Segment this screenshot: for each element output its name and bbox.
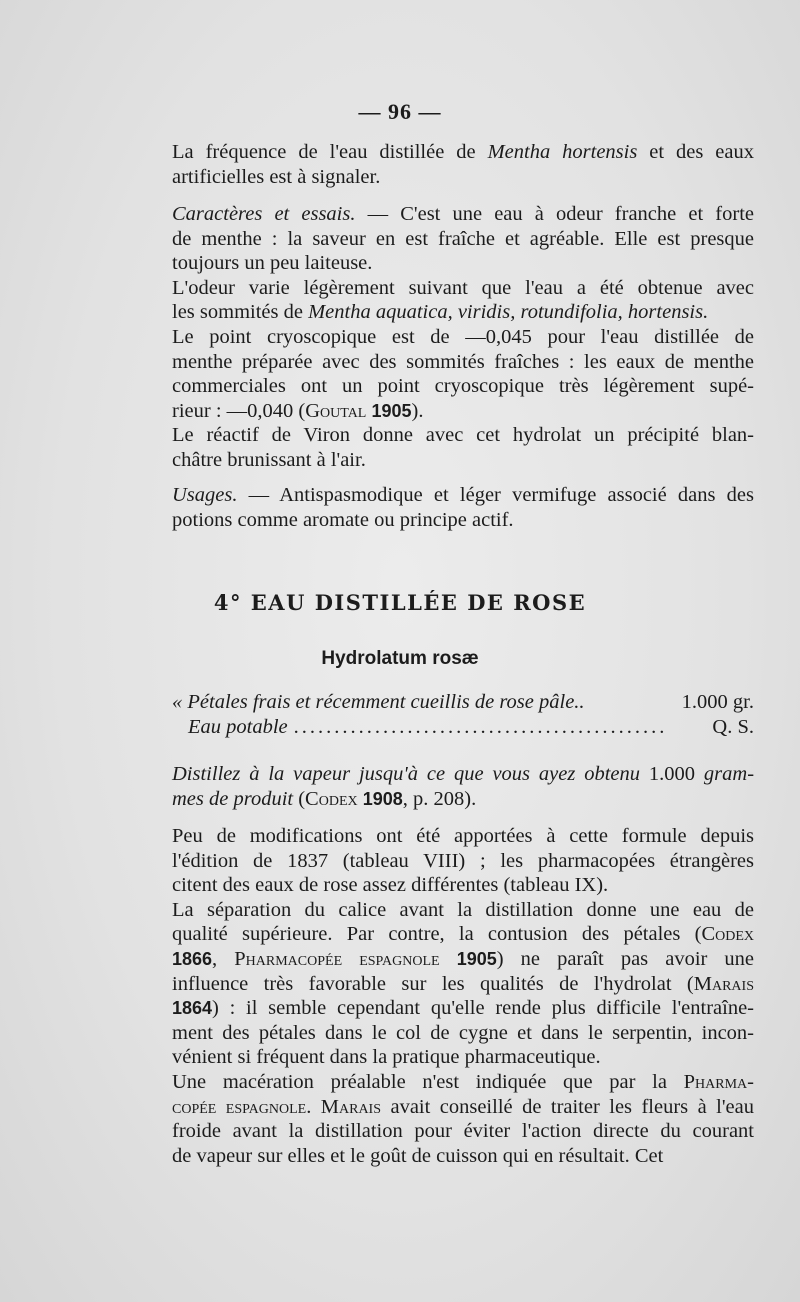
text-line: La fréquence de l'eau distillée de Mentha hortensis et des eaux (172, 141, 755, 163)
text-line: vénient si fréquent dans la pratique pharmaceutique. (172, 1046, 601, 1069)
text-line: Le réactif de Viron donne avec cet hydrolat un précipité blan- (172, 424, 754, 447)
text-line: L'odeur varie légèrement suivant que l'eau a été obtenue avec (172, 276, 754, 299)
text-line: copée espagnole. Marais avait conseillé de traiter les fleurs à l'eau (172, 1095, 754, 1118)
page-number: — 96 — (358, 99, 442, 124)
text-column (150, 483, 754, 532)
usages-paragraph (150, 483, 754, 532)
text-line: commerciales ont un point cryoscopique très légèrement supé- (172, 375, 754, 398)
text-line: 1864) : il semble cependant qu'elle rende plus difficile l'entraîne- (172, 997, 754, 1020)
subsection-title: Hydrolatum rosæ (321, 648, 479, 669)
text-line: qualité supérieure. Par contre, la contusion des pétales (Codex (172, 923, 754, 946)
text-line: mes de produit (Codex 1908, p. 208). (172, 787, 477, 810)
text-line: Usages. — Antispasmodique et léger vermifuge associé dans des (172, 484, 754, 506)
text-line: artificielles est à signaler. (172, 165, 381, 188)
reactif-paragraph (150, 423, 754, 472)
text-line: Une macération préalable n'est indiquée que par la Pharma- (172, 1070, 754, 1093)
text-line: ment des pétales dans le col de cygne et dans le serpentin, incon- (172, 1021, 754, 1044)
text-line: l'édition de 1837 (tableau VIII) ; les pharmacopées étrangères (172, 849, 754, 872)
text-line: menthe préparée avec des sommités fraîches : les eaux de menthe (172, 350, 754, 373)
formula-row (150, 690, 754, 715)
formula-block (150, 690, 754, 740)
text-column (150, 140, 754, 189)
text-line: les sommités de Mentha aquatica, viridis, rotundifolia, hortensis. (172, 301, 709, 324)
text-column (150, 202, 754, 473)
leader-dots (294, 715, 668, 740)
cryoscopie-paragraph (150, 325, 754, 423)
section-title: 4° EAU DISTILLÉE DE ROSE (213, 590, 587, 615)
text-line: Distillez à la vapeur jusqu'à ce que vous ayez obtenu 1.000 gram- (172, 763, 755, 785)
text-line: 1866, Pharmacopée espagnole 1905) ne paraît pas avoir une (172, 947, 755, 970)
text-line: Peu de modifications ont été apportées à cette formule depuis (172, 825, 754, 847)
text-line: Caractères et essais. — C'est une eau à odeur franche et forte (172, 203, 754, 225)
text-line: froide avant la distillation pour éviter l'action directe du courant (172, 1120, 754, 1143)
formula-quantity: Q. S. (712, 716, 754, 738)
text-line: Le point cryoscopique est de —0,045 pour l'eau distillée de (172, 325, 754, 348)
formula-row (150, 715, 754, 740)
text-line: citent des eaux de rose assez différentes (tableau IX). (172, 874, 609, 897)
formula-label: « Pétales frais et récemment cueillis de rose pâle.. (172, 691, 585, 713)
separation-paragraph (150, 898, 754, 1070)
text-line: rieur : —0,040 (Goutal 1905). (172, 399, 424, 422)
maceration-paragraph (150, 1070, 754, 1168)
text-line: La séparation du calice avant la distillation donne une eau de (172, 898, 754, 921)
text-line: influence très favorable sur les qualités de l'hydrolat (Marais (172, 972, 754, 995)
formula-label: Eau potable (188, 716, 288, 738)
odeur-paragraph (150, 276, 754, 325)
text-line: châtre brunissant à l'air. (172, 448, 366, 471)
intro-paragraph (150, 140, 754, 189)
text-column (150, 824, 754, 1168)
text-line: potions comme aromate ou principe actif. (172, 508, 514, 531)
distillez-paragraph (150, 762, 754, 811)
text-column (150, 762, 754, 811)
text-line: de menthe : la saveur en est fraîche et agréable. Elle est presque (172, 227, 754, 250)
formula-quantity: 1.000 gr. (681, 691, 754, 713)
modifications-paragraph (150, 824, 754, 898)
text-line: toujours un peu laiteuse. (172, 252, 373, 275)
text-line: de vapeur sur elles et le goût de cuisson qui en résultait. Cet (172, 1144, 664, 1167)
caracteres-paragraph (150, 202, 754, 276)
